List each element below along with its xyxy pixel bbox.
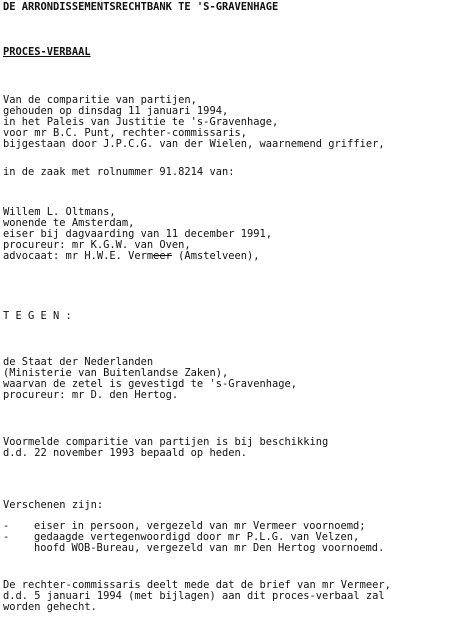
defendant-line: de Staat der Nederlanden bbox=[3, 356, 154, 368]
closing-line: d.d. 5 januari 1994 (met bijlagen) aan dit proces-verbaal zal bbox=[3, 590, 385, 602]
plaintiff-line: eiser bij dagvaarding van 11 december 1991, bbox=[3, 228, 272, 240]
defendant-line: (Ministerie van Buitenlandse Zaken), bbox=[3, 367, 229, 379]
against-label: T E G E N : bbox=[3, 310, 72, 322]
closing-line: De rechter-commissaris deelt mede dat de brief van mr Vermeer, bbox=[3, 579, 391, 591]
plaintiff-line: Willem L. Oltmans, bbox=[3, 206, 116, 218]
advocate-prefix: advocaat: mr H.W.E. Verm bbox=[3, 250, 154, 262]
case-number-line: in de zaak met rolnummer 91.8214 van: bbox=[3, 166, 235, 178]
plaintiff-line: procureur: mr K.G.W. van Oven, bbox=[3, 239, 191, 251]
intro-line: Van de comparitie van partijen, bbox=[3, 94, 197, 106]
advocate-struck-text: eer bbox=[153, 250, 172, 262]
intro-line: voor mr B.C. Punt, rechter-commissaris, bbox=[3, 127, 247, 139]
advocate-suffix: (Amstelveen), bbox=[171, 250, 260, 262]
court-header: DE ARRONDISSEMENTSRECHTBANK TE 'S-GRAVENHAGE bbox=[3, 1, 279, 13]
document-title: PROCES-VERBAAL bbox=[3, 46, 91, 58]
appeared-bullet: - bbox=[3, 531, 10, 543]
appeared-item-line: hoofd WOB-Bureau, vergezeld van mr Den Hertog voornoemd. bbox=[34, 542, 385, 554]
intro-line: bijgestaan door J.P.C.G. van der Wielen, waarnemend griffier, bbox=[3, 138, 385, 150]
intro-line: gehouden op dinsdag 11 januari 1994, bbox=[3, 105, 229, 117]
intro-line: in het Paleis van Justitie te 's-Gravenhage, bbox=[3, 116, 279, 128]
closing-line: worden gehecht. bbox=[3, 601, 97, 613]
appeared-heading: Verschenen zijn: bbox=[3, 499, 104, 511]
plaintiff-line: wonende te Amsterdam, bbox=[3, 217, 135, 229]
decision-line: Voormelde comparitie van partijen is bij beschikking bbox=[3, 436, 329, 448]
appeared-item-line: gedaagde vertegenwoordigd door mr P.L.G. van Velzen, bbox=[34, 531, 360, 543]
appeared-item-line: eiser in persoon, vergezeld van mr Vermeer voornoemd; bbox=[34, 520, 366, 532]
defendant-line: waarvan de zetel is gevestigd te 's-Gravenhage, bbox=[3, 378, 298, 390]
plaintiff-advocate-line bbox=[3, 251, 260, 262]
appeared-bullet: - bbox=[3, 520, 10, 532]
decision-line: d.d. 22 november 1993 bepaald op heden. bbox=[3, 447, 247, 459]
defendant-line: procureur: mr D. den Hertog. bbox=[3, 389, 179, 401]
